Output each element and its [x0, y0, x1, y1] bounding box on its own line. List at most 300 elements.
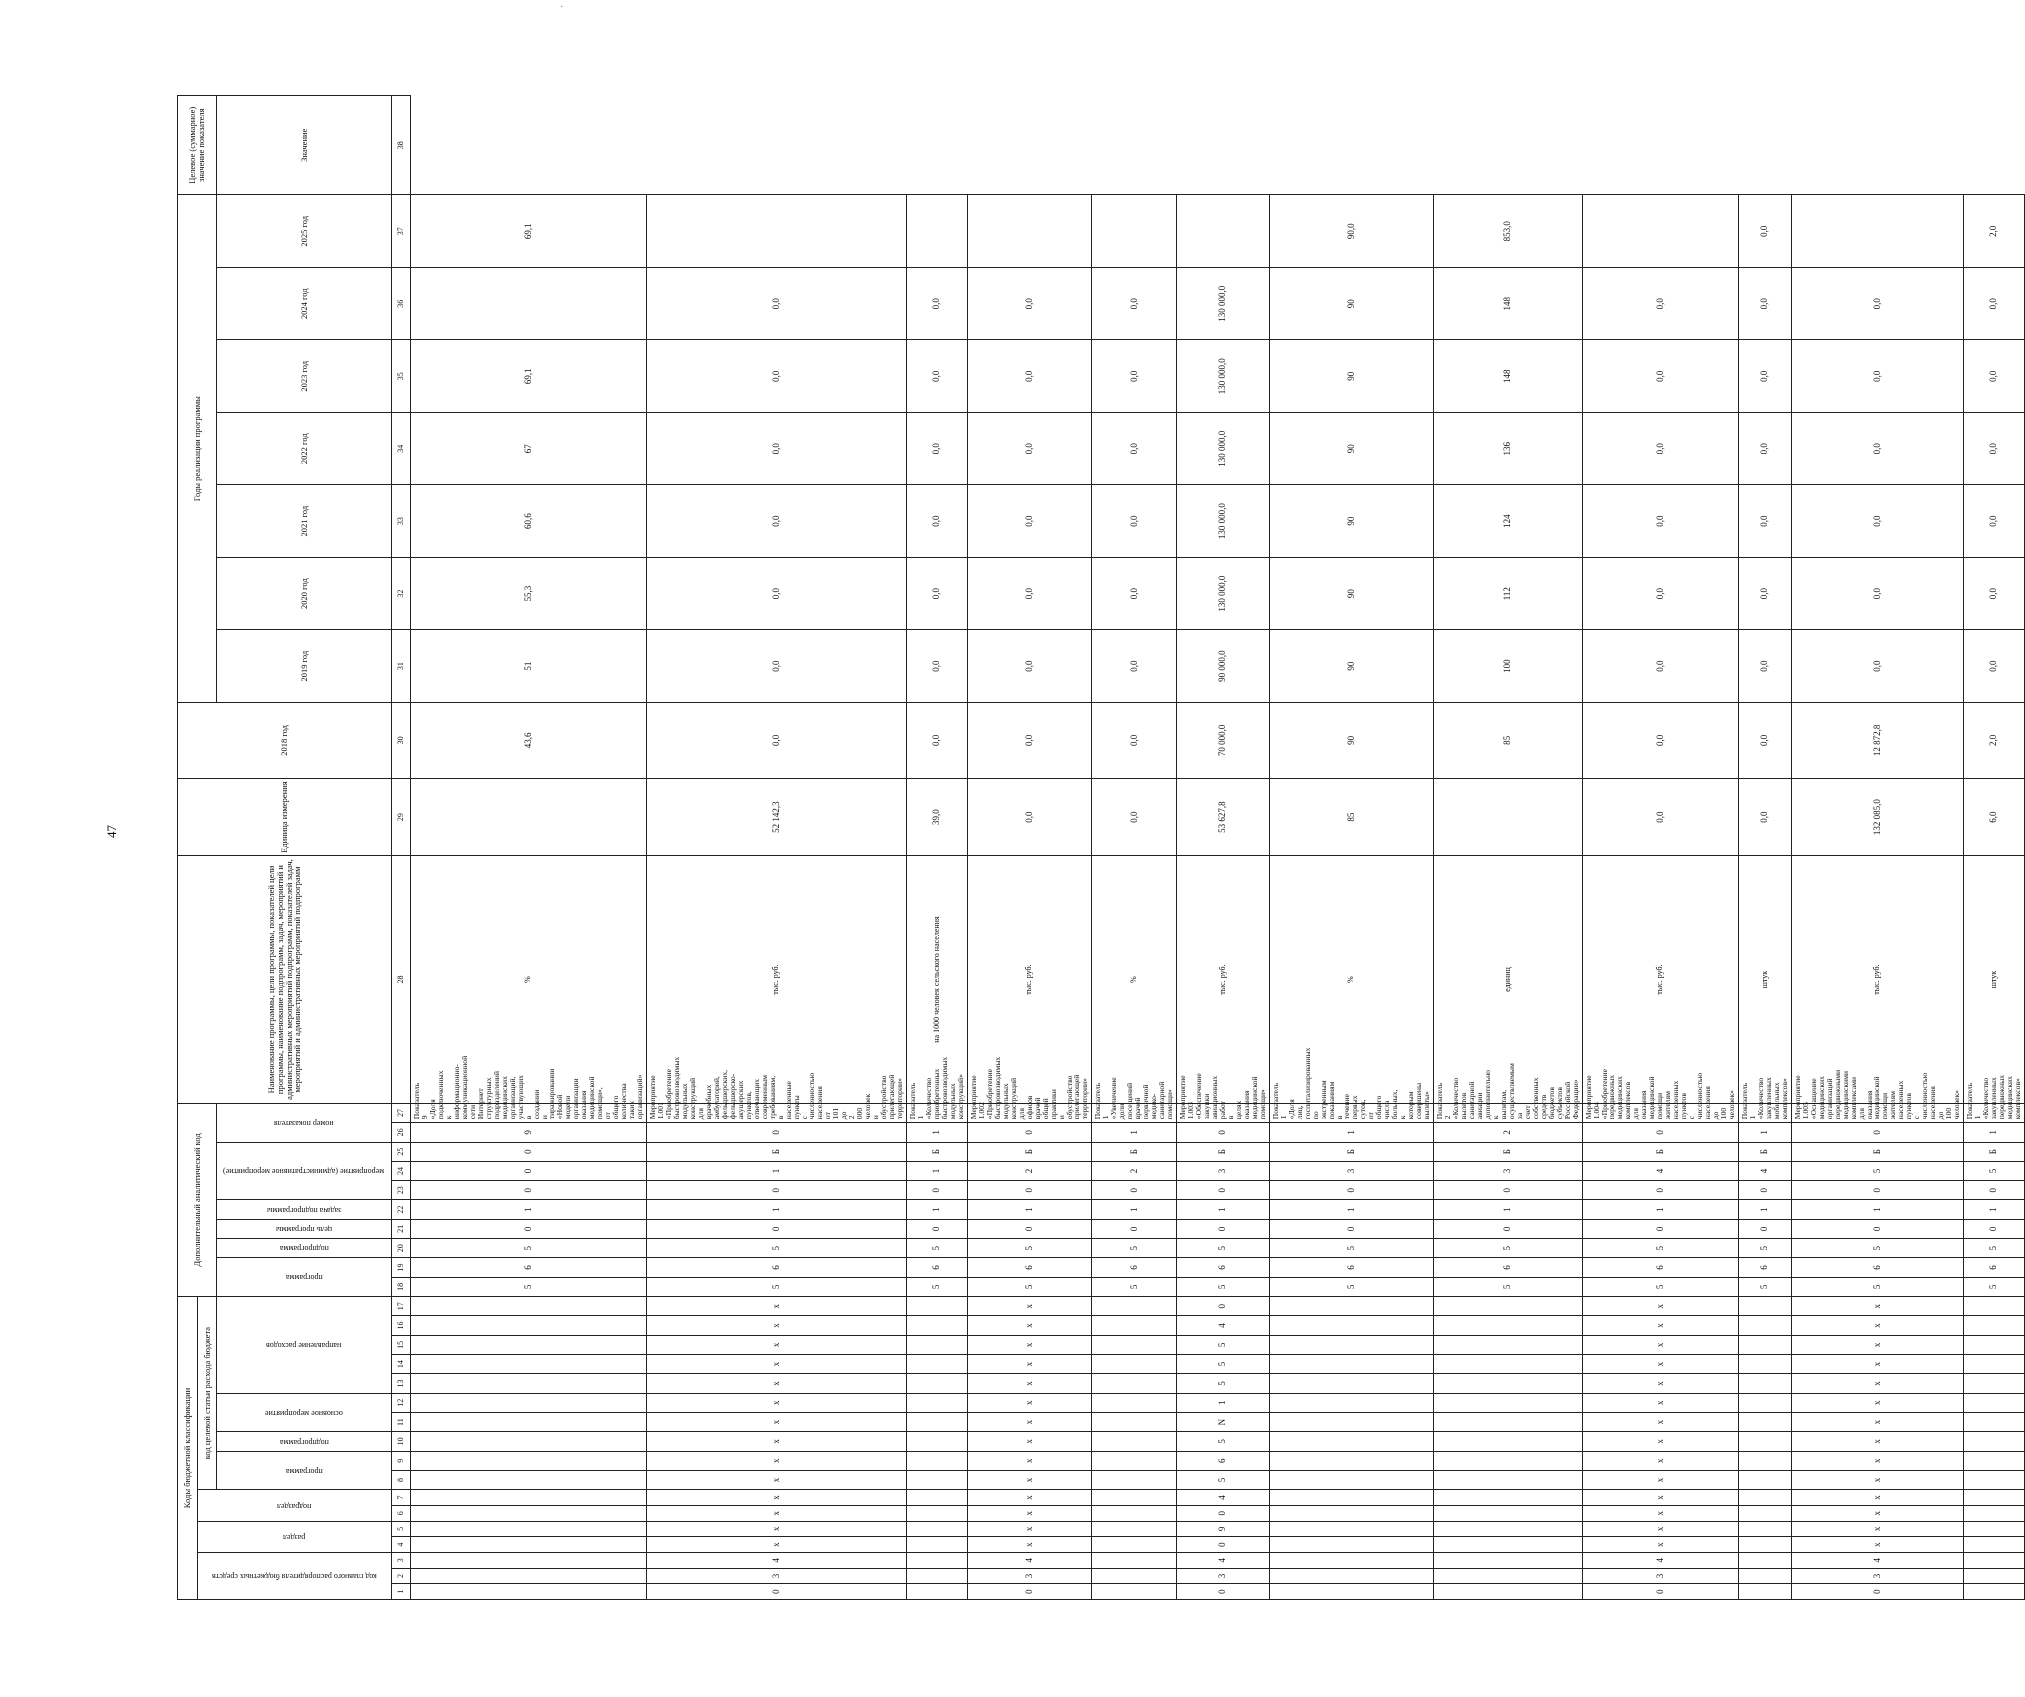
additional-code-cell: 0 [1177, 1219, 1270, 1238]
year-value-cell: 130 000,0 [1177, 268, 1270, 340]
additional-code-cell: Б [1582, 1142, 1738, 1161]
budget-code-cell: х [647, 1432, 907, 1451]
year-value-cell: 0,0 [967, 412, 1092, 484]
header-target-article: код целевой статьи расхода бюджета [198, 1297, 217, 1490]
column-number: 36 [392, 268, 411, 340]
budget-code-cell: 4 [1791, 1552, 1963, 1568]
budget-code-cell: х [1791, 1374, 1963, 1393]
year-value-cell: 0,0 [1964, 485, 2025, 557]
additional-code-cell: 6 [1434, 1258, 1582, 1277]
budget-code-cell [1434, 1432, 1582, 1451]
additional-code-cell: 5 [1738, 1277, 1791, 1296]
column-number: 11 [392, 1412, 411, 1431]
budget-code-cell [1434, 1490, 1582, 1506]
row-name: Мероприятие 1.003 «Обеспечение закупки авиационных работ в целях оказания медицинской помощи» [1177, 1103, 1270, 1122]
target-value-cell: 0,0 [1738, 195, 1791, 268]
budget-code-cell [1964, 1412, 2025, 1431]
column-number: 26 [392, 1123, 411, 1142]
header-admin-code-label: код главного распорядителя бюджетных средств [212, 1572, 377, 1582]
additional-code-cell: Б [967, 1142, 1092, 1161]
column-number: 20 [392, 1239, 411, 1258]
budget-code-cell: х [967, 1393, 1092, 1412]
table-row [1177, 96, 1270, 1600]
additional-code-cell: 6 [411, 1258, 647, 1277]
additional-code-cell: 0 [1092, 1181, 1177, 1200]
header-add-subprogram-label: подпрограмма [279, 1244, 329, 1254]
budget-code-cell [411, 1505, 647, 1521]
column-number: 34 [392, 412, 411, 484]
budget-code-cell [411, 1470, 647, 1489]
column-number: 35 [392, 340, 411, 412]
budget-code-cell [907, 1316, 968, 1335]
target-value-cell [907, 195, 968, 268]
budget-code-cell: 6 [1177, 1451, 1270, 1470]
budget-code-cell [1434, 1537, 1582, 1553]
header-year-2024: 2024 год [217, 268, 392, 340]
budget-code-cell: 3 [1582, 1568, 1738, 1584]
budget-code-cell [907, 1335, 968, 1354]
budget-code-cell: 0 [967, 1584, 1092, 1600]
row-name: Показатель 2 «Количество вылетов санитарной авиации дополнительно к вылетам, осуществляемым за счет собственных средств бюджетов субъектов Российской Федерации» [1434, 1103, 1582, 1122]
additional-code-cell: 0 [967, 1181, 1092, 1200]
year-value-cell: 124 [1434, 485, 1582, 557]
year-value-cell: 148 [1434, 268, 1582, 340]
row-name: Мероприятие 1.002 «Приобретение быстровозводимых модульных конструкций для офисов врачей общей практики и обустройство прилегающей территории» [967, 1103, 1092, 1122]
budget-code-cell: х [1582, 1393, 1738, 1412]
additional-code-cell: 0 [1582, 1123, 1738, 1142]
column-number: 27 [392, 1103, 411, 1122]
budget-code-cell [1092, 1552, 1177, 1568]
budget-code-cell [1964, 1432, 2025, 1451]
budget-code-cell [411, 1568, 647, 1584]
additional-code-cell: 6 [1092, 1258, 1177, 1277]
budget-code-cell [1092, 1521, 1177, 1537]
additional-code-cell: 6 [1177, 1258, 1270, 1277]
budget-code-cell: х [1791, 1316, 1963, 1335]
column-number: 28 [392, 856, 411, 1104]
budget-code-cell [1964, 1393, 2025, 1412]
budget-code-cell: х [1582, 1412, 1738, 1431]
year-value-cell: 90 000,0 [1177, 630, 1270, 702]
year-value-cell: 0,0 [647, 557, 907, 629]
target-value-cell [647, 195, 907, 268]
additional-code-cell: 6 [1738, 1258, 1791, 1277]
additional-code-cell: Б [1092, 1142, 1177, 1161]
header-year-2025: 2025 год [217, 195, 392, 268]
column-number: 14 [392, 1355, 411, 1374]
header-add-goal-label: цель программы [275, 1225, 333, 1235]
budget-code-cell [1738, 1374, 1791, 1393]
budget-code-cell [907, 1412, 968, 1431]
header-year-2019: 2019 год [217, 630, 392, 702]
target-value-cell [1582, 195, 1738, 268]
additional-code-cell: 0 [1434, 1219, 1582, 1238]
budget-code-cell: 4 [967, 1552, 1092, 1568]
year-value-cell: 0,0 [647, 702, 907, 778]
budget-code-cell [1434, 1316, 1582, 1335]
budget-code-cell: х [1791, 1355, 1963, 1374]
year-value-cell: 0,0 [1582, 778, 1738, 855]
budget-code-cell [907, 1537, 968, 1553]
budget-code-cell [1964, 1521, 2025, 1537]
budget-code-cell [1269, 1335, 1433, 1354]
budget-code-cell: х [967, 1297, 1092, 1316]
column-number: 32 [392, 557, 411, 629]
budget-code-cell: х [1791, 1393, 1963, 1412]
additional-code-cell: 5 [1269, 1239, 1433, 1258]
additional-code-cell: 5 [1269, 1277, 1433, 1296]
additional-code-cell: 0 [411, 1161, 647, 1180]
header-event-direction-label: направление расходов [266, 1341, 342, 1351]
additional-code-cell: 0 [647, 1219, 907, 1238]
year-value-cell: 0,0 [1582, 557, 1738, 629]
budget-code-cell [1738, 1552, 1791, 1568]
year-value-cell: 100 [1434, 630, 1582, 702]
additional-code-cell: 5 [1092, 1277, 1177, 1296]
header-year-2023: 2023 год [217, 340, 392, 412]
budget-code-cell [1434, 1470, 1582, 1489]
additional-code-cell: 1 [907, 1123, 968, 1142]
budget-code-cell: х [967, 1355, 1092, 1374]
year-value-cell: 0,0 [1964, 412, 2025, 484]
budget-code-cell [907, 1584, 968, 1600]
budget-code-cell: 4 [647, 1552, 907, 1568]
budget-code-cell [1738, 1568, 1791, 1584]
column-number: 33 [392, 485, 411, 557]
additional-code-cell: 6 [1582, 1258, 1738, 1277]
year-value-cell: 90 [1269, 485, 1433, 557]
year-value-cell: 0,0 [1738, 412, 1791, 484]
budget-code-cell: 0 [1177, 1537, 1270, 1553]
additional-code-cell: 1 [647, 1161, 907, 1180]
additional-code-cell: 0 [411, 1142, 647, 1161]
budget-code-cell: х [1791, 1470, 1963, 1489]
row-name: Мероприятие 1.005 «Оснащение медицинских организаций передвижными медицинскими комплексами для оказания медицинской помощи жителям населенных пунктов с численностью населения до 100 человек» [1791, 1103, 1963, 1122]
budget-code-cell [411, 1537, 647, 1553]
additional-code-cell: 0 [1738, 1181, 1791, 1200]
budget-code-cell [1269, 1505, 1433, 1521]
budget-code-cell [1738, 1355, 1791, 1374]
budget-code-cell: х [1582, 1297, 1738, 1316]
budget-code-cell [411, 1432, 647, 1451]
budget-code-cell: х [967, 1451, 1092, 1470]
additional-code-cell: 6 [1269, 1258, 1433, 1277]
budget-code-cell [1434, 1505, 1582, 1521]
year-value-cell: 132 085,0 [1791, 778, 1963, 855]
budget-code-cell: 3 [1177, 1568, 1270, 1584]
additional-code-cell: 5 [1964, 1239, 2025, 1258]
budget-code-cell: 0 [1177, 1505, 1270, 1521]
year-value-cell: 70 000,0 [1177, 702, 1270, 778]
additional-code-cell: 1 [411, 1200, 647, 1219]
year-value-cell: 130 000,0 [1177, 412, 1270, 484]
budget-code-cell [1964, 1355, 2025, 1374]
column-number: 7 [392, 1490, 411, 1506]
year-value-cell: 0,0 [1738, 340, 1791, 412]
header-year-2020: 2020 год [217, 557, 392, 629]
row-unit: штук [1738, 856, 1791, 1104]
budget-code-cell [1092, 1335, 1177, 1354]
additional-code-cell: 0 [907, 1219, 968, 1238]
budget-code-cell: х [647, 1412, 907, 1431]
budget-code-cell: 0 [647, 1584, 907, 1600]
additional-code-cell: 1 [1092, 1200, 1177, 1219]
year-value-cell: 0,0 [1092, 485, 1177, 557]
additional-code-cell: 0 [1582, 1219, 1738, 1238]
budget-code-cell [907, 1432, 968, 1451]
additional-code-cell: 5 [1964, 1161, 2025, 1180]
additional-code-cell: 5 [1092, 1239, 1177, 1258]
budget-code-cell [411, 1297, 647, 1316]
budget-code-cell [907, 1374, 968, 1393]
program-table-sheet [177, 95, 2022, 1600]
row-name: Мероприятие 1.001 «Приобретение быстровозводимых модульных конструкций для врачебных амбулаторий, фельдшерских, фельдшерско-акушерских пунктов, отвечающих современным требованиям, в населенные пункты с численностью населения от 101 до 2 000 человек и обустройство прилегающей территории» [647, 1103, 907, 1122]
year-value-cell: 52 142,3 [647, 778, 907, 855]
year-value-cell: 0,0 [1791, 630, 1963, 702]
year-value-cell: 0,0 [1582, 630, 1738, 702]
column-number: 24 [392, 1161, 411, 1180]
additional-code-cell: 3 [1177, 1161, 1270, 1180]
budget-code-cell [1964, 1552, 2025, 1568]
year-value-cell: 0,0 [1791, 412, 1963, 484]
program-table [177, 95, 2025, 1600]
budget-code-cell [1269, 1451, 1433, 1470]
budget-code-cell [1269, 1470, 1433, 1489]
budget-code-cell [1434, 1393, 1582, 1412]
year-value-cell: 43,6 [411, 702, 647, 778]
column-number: 37 [392, 195, 411, 268]
additional-code-cell: 0 [967, 1219, 1092, 1238]
year-value-cell [411, 268, 647, 340]
budget-code-cell [1269, 1521, 1433, 1537]
header-add-indicator-label: номер показателя [274, 1118, 334, 1128]
budget-code-cell [1738, 1335, 1791, 1354]
budget-code-cell: х [1582, 1316, 1738, 1335]
header-budget-codes: Коды бюджетной классификации [178, 1297, 198, 1600]
budget-code-cell [907, 1297, 968, 1316]
header-target-value: Значение [217, 96, 392, 196]
budget-code-cell: 0 [1582, 1584, 1738, 1600]
budget-code-cell: х [967, 1335, 1092, 1354]
year-value-cell [411, 778, 647, 855]
budget-code-cell [1269, 1490, 1433, 1506]
column-number: 3 [392, 1552, 411, 1568]
header-event-direction [217, 1297, 392, 1394]
year-value-cell: 0,0 [1582, 702, 1738, 778]
budget-code-cell: х [1582, 1537, 1738, 1553]
additional-code-cell: 1 [1582, 1200, 1738, 1219]
header-subsection [198, 1490, 392, 1521]
budget-code-cell [1738, 1393, 1791, 1412]
year-value-cell: 0,0 [967, 702, 1092, 778]
table-row [1269, 96, 1433, 1600]
budget-code-cell [1092, 1568, 1177, 1584]
year-value-cell: 0,0 [907, 485, 968, 557]
additional-code-cell: 1 [1964, 1200, 2025, 1219]
additional-code-cell: 1 [967, 1200, 1092, 1219]
header-year-2021: 2021 год [217, 485, 392, 557]
additional-code-cell: Б [1434, 1142, 1582, 1161]
budget-code-cell: 5 [1177, 1432, 1270, 1451]
budget-code-cell [1092, 1297, 1177, 1316]
budget-code-cell: х [1791, 1412, 1963, 1431]
additional-code-cell: 6 [647, 1258, 907, 1277]
year-value-cell: 0,0 [1092, 412, 1177, 484]
budget-code-cell [1092, 1316, 1177, 1335]
year-value-cell: 0,0 [1791, 485, 1963, 557]
budget-code-cell: х [647, 1537, 907, 1553]
budget-code-cell [1269, 1393, 1433, 1412]
budget-code-cell [1738, 1297, 1791, 1316]
budget-code-cell: х [647, 1316, 907, 1335]
header-add-goal [217, 1219, 392, 1238]
budget-code-cell: х [1582, 1470, 1738, 1489]
year-value-cell: 0,0 [967, 485, 1092, 557]
additional-code-cell: 5 [1582, 1277, 1738, 1296]
year-value-cell: 85 [1434, 702, 1582, 778]
additional-code-cell: 5 [1738, 1239, 1791, 1258]
year-value-cell: 0,0 [967, 268, 1092, 340]
column-number: 2 [392, 1568, 411, 1584]
budget-code-cell: х [967, 1412, 1092, 1431]
additional-code-cell: 5 [1434, 1277, 1582, 1296]
column-number: 23 [392, 1181, 411, 1200]
budget-code-cell [907, 1568, 968, 1584]
budget-code-cell: х [1582, 1335, 1738, 1354]
budget-code-cell [907, 1393, 968, 1412]
additional-code-cell: Б [907, 1142, 968, 1161]
year-value-cell: 0,0 [1964, 557, 2025, 629]
budget-code-cell [907, 1505, 968, 1521]
budget-code-cell [1092, 1470, 1177, 1489]
additional-code-cell: 0 [1964, 1219, 2025, 1238]
additional-code-cell: 5 [907, 1239, 968, 1258]
budget-code-cell: х [1582, 1505, 1738, 1521]
target-value-cell [1092, 195, 1177, 268]
year-value-cell: 0,0 [1092, 630, 1177, 702]
additional-code-cell: 0 [1791, 1181, 1963, 1200]
budget-code-cell [1964, 1505, 2025, 1521]
budget-code-cell: 9 [1177, 1521, 1270, 1537]
budget-code-cell [1738, 1412, 1791, 1431]
additional-code-cell: 2 [967, 1161, 1092, 1180]
budget-code-cell: х [1582, 1432, 1738, 1451]
budget-code-cell [907, 1355, 968, 1374]
budget-code-cell [411, 1521, 647, 1537]
budget-code-cell [1964, 1374, 2025, 1393]
year-value-cell: 0,0 [907, 412, 968, 484]
budget-code-cell [1738, 1432, 1791, 1451]
budget-code-cell: х [1582, 1490, 1738, 1506]
budget-code-cell [1092, 1374, 1177, 1393]
budget-code-cell [1434, 1451, 1582, 1470]
column-number: 13 [392, 1374, 411, 1393]
budget-code-cell: х [967, 1537, 1092, 1553]
header-subprogram [217, 1432, 392, 1451]
year-value-cell: 130 000,0 [1177, 557, 1270, 629]
header-target: Целевое (суммарное) значение показателя [178, 96, 217, 196]
year-value-cell: 0,0 [1092, 778, 1177, 855]
budget-code-cell: х [1582, 1521, 1738, 1537]
budget-code-cell: 5 [1177, 1374, 1270, 1393]
budget-code-cell: х [647, 1505, 907, 1521]
additional-code-cell: 6 [907, 1258, 968, 1277]
additional-code-cell: 1 [907, 1161, 968, 1180]
year-value-cell: 0,0 [907, 630, 968, 702]
additional-code-cell: 1 [1738, 1200, 1791, 1219]
year-value-cell: 0,0 [1582, 485, 1738, 557]
column-number: 9 [392, 1451, 411, 1470]
header-subprogram-label: подпрограмма [279, 1437, 329, 1447]
column-number: 12 [392, 1393, 411, 1412]
budget-code-cell [411, 1316, 647, 1335]
table-row [1092, 96, 1177, 1600]
scan-mark: · [560, 2, 564, 13]
budget-code-cell: х [1791, 1432, 1963, 1451]
year-value-cell: 0,0 [1092, 340, 1177, 412]
budget-code-cell [1434, 1297, 1582, 1316]
budget-code-cell [1434, 1521, 1582, 1537]
budget-code-cell: х [967, 1316, 1092, 1335]
additional-code-cell: Б [1738, 1142, 1791, 1161]
row-name: Показатель 1 «Количество приобретенных быстровозводимых модульных конструкций» [907, 1103, 968, 1122]
year-value-cell: 0,0 [1738, 778, 1791, 855]
additional-code-cell: 6 [1964, 1258, 2025, 1277]
budget-code-cell [1738, 1470, 1791, 1489]
table-row [647, 96, 907, 1600]
target-value-cell [1177, 195, 1270, 268]
budget-code-cell: х [647, 1355, 907, 1374]
budget-code-cell: 5 [1177, 1355, 1270, 1374]
budget-code-cell [1092, 1355, 1177, 1374]
column-number: 31 [392, 630, 411, 702]
column-number: 18 [392, 1277, 411, 1296]
row-unit: штук [1964, 856, 2025, 1104]
header-add-subprogram [217, 1239, 392, 1258]
additional-code-cell: 5 [1177, 1277, 1270, 1296]
target-value-cell [1791, 195, 1963, 268]
budget-code-cell [1269, 1374, 1433, 1393]
budget-code-cell [1434, 1335, 1582, 1354]
year-value-cell: 51 [411, 630, 647, 702]
budget-code-cell [1269, 1568, 1433, 1584]
table-row [1738, 96, 1791, 1600]
additional-code-cell: 1 [1434, 1200, 1582, 1219]
table-row [907, 96, 968, 1600]
additional-code-cell: Б [1269, 1142, 1433, 1161]
additional-code-cell: 0 [1177, 1181, 1270, 1200]
budget-code-cell [907, 1521, 968, 1537]
additional-code-cell: Б [647, 1142, 907, 1161]
additional-code-cell: 1 [1964, 1123, 2025, 1142]
additional-code-cell: 1 [647, 1200, 907, 1219]
budget-code-cell [1269, 1297, 1433, 1316]
table-row [1582, 96, 1738, 1600]
budget-code-cell [1964, 1537, 2025, 1553]
additional-code-cell: 0 [647, 1123, 907, 1142]
header-add-program [217, 1258, 392, 1297]
budget-code-cell: х [647, 1297, 907, 1316]
header-year-2022: 2022 год [217, 412, 392, 484]
year-value-cell: 90 [1269, 268, 1433, 340]
budget-code-cell: х [647, 1374, 907, 1393]
row-unit: единиц [1434, 856, 1582, 1104]
budget-code-cell [1964, 1316, 2025, 1335]
additional-code-cell: 5 [1582, 1239, 1738, 1258]
column-number: 1 [392, 1584, 411, 1600]
budget-code-cell: х [967, 1374, 1092, 1393]
budget-code-cell: 5 [1177, 1335, 1270, 1354]
